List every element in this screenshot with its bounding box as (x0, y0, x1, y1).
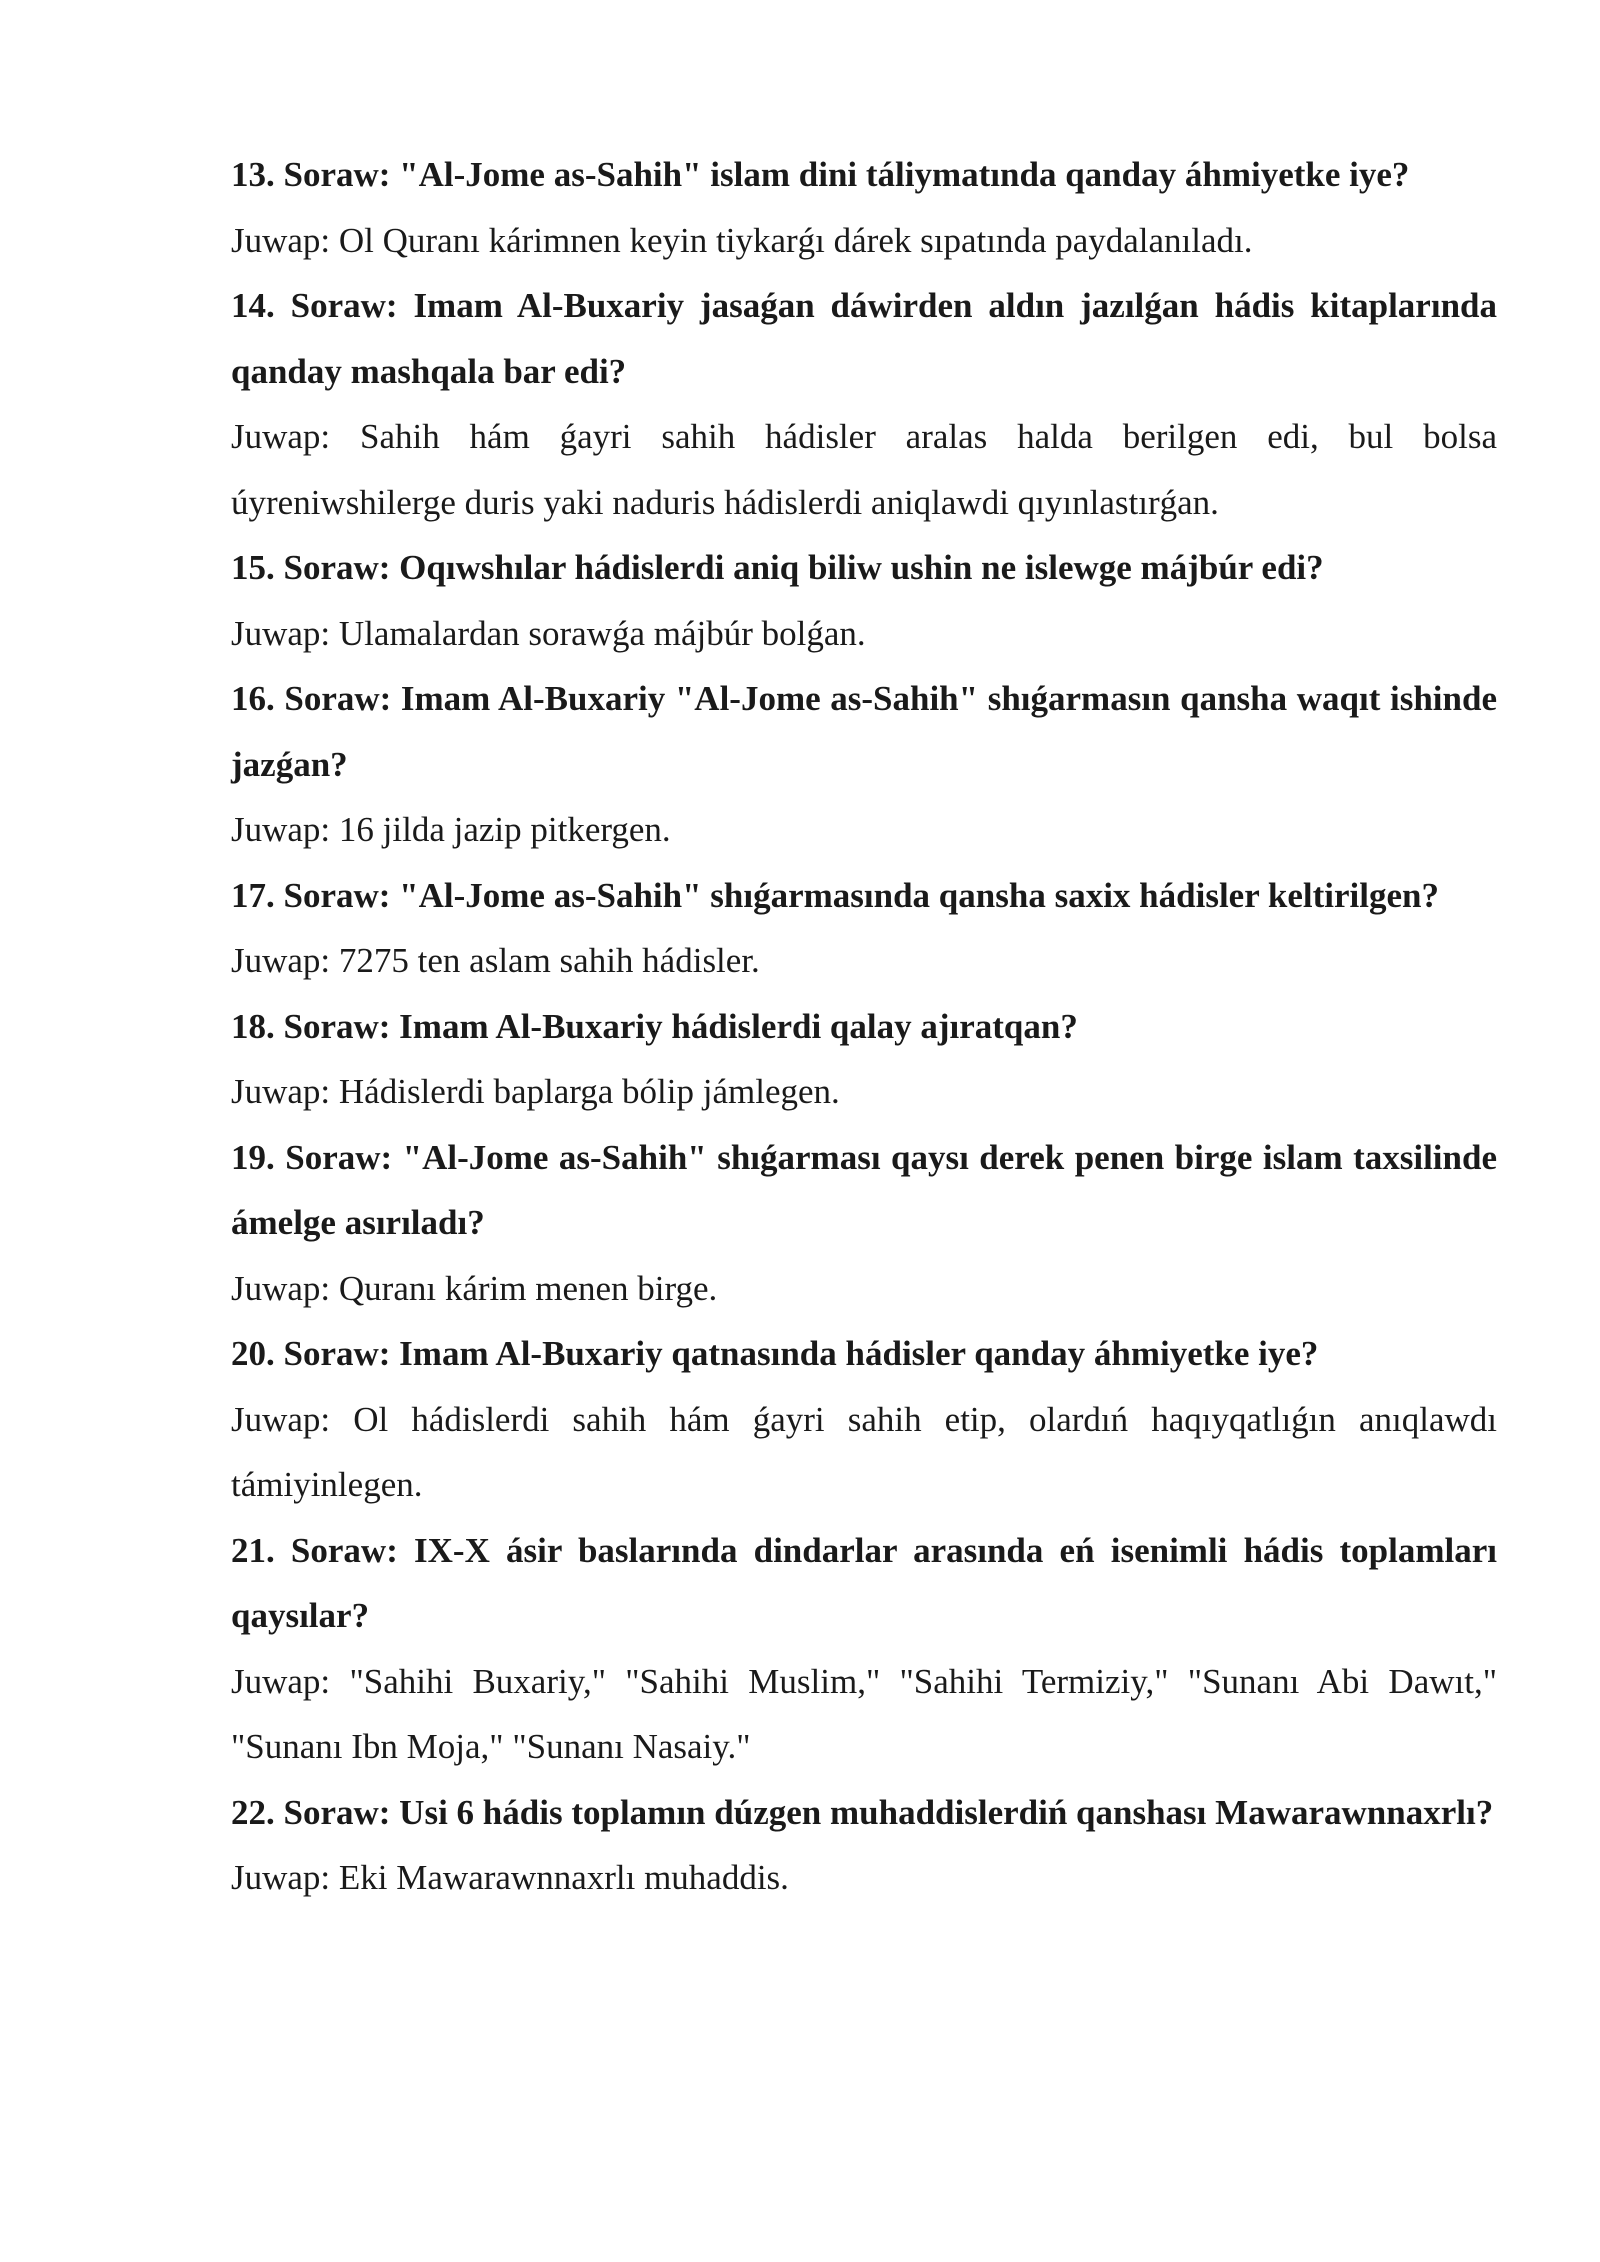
answer-18: Juwap: Hádislerdi baplarga bólip jámlegen. (231, 1072, 840, 1111)
answer-13: Juwap: Ol Quranı kárimnen keyin tiykarǵı dárek sıpatında paydalanıladı. (231, 220, 1253, 260)
question-19: 19. Soraw: "Al-Jome as-Sahih" shıǵarması qaysı derek penen birge islam taxsilinde ámelge asırıladı? (231, 1137, 1497, 1242)
answer-22: Juwap: Eki Mawarawnnaxrlı muhaddis. (231, 1858, 789, 1897)
question-22: 22. Soraw: Usi 6 hádis toplamın dúzgen muhaddislerdiń qanshası Mawarawnnaxrlı? (231, 1792, 1494, 1832)
qa-item-20 (231, 1321, 1497, 1518)
answer-15: Juwap: Ulamalardan sorawǵa májbúr bolǵan. (231, 613, 866, 653)
question-16: 16. Soraw: Imam Al-Buxariy "Al-Jome as-Sahih" shıǵarmasın qansha waqıt ishinde jazǵan? (231, 679, 1497, 784)
qa-item-15 (231, 535, 1497, 666)
qa-item-22 (231, 1780, 1497, 1911)
qa-item-18 (231, 994, 1497, 1125)
answer-17: Juwap: 7275 ten aslam sahih hádisler. (231, 941, 760, 980)
qa-item-16 (231, 666, 1497, 863)
qa-item-19 (231, 1125, 1497, 1322)
question-15: 15. Soraw: Oqıwshılar hádislerdi aniq biliw ushin ne islewge májbúr edi? (231, 548, 1324, 587)
answer-14: Juwap: Sahih hám ǵayri sahih hádisler aralas halda berilgen edi, bul bolsa úyreniwshilerge duris yaki naduris hádislerdi aniqlawdi qıyınlastırǵan. (231, 417, 1497, 522)
question-18: 18. Soraw: Imam Al-Buxariy hádislerdi qalay ajıratqan? (231, 1006, 1078, 1046)
answer-20: Juwap: Ol hádislerdi sahih hám ǵayri sahih etip, olardıń haqıyqatlıǵın anıqlawdı támiyinlegen. (231, 1399, 1497, 1504)
question-17: 17. Soraw: "Al-Jome as-Sahih" shıǵarmasında qansha saxix hádisler keltirilgen? (231, 875, 1439, 915)
question-14: 14. Soraw: Imam Al-Buxariy jasaǵan dáwirden aldın jazılǵan hádis kitaplarında qanday mashqala bar edi? (231, 286, 1497, 391)
answer-16: Juwap: 16 jilda jazip pitkergen. (231, 810, 671, 849)
document-page (231, 142, 1497, 1911)
qa-item-13 (231, 142, 1497, 273)
qa-item-21 (231, 1518, 1497, 1780)
question-20: 20. Soraw: Imam Al-Buxariy qatnasında hádisler qanday áhmiyetke iye? (231, 1334, 1319, 1373)
question-13: 13. Soraw: "Al-Jome as-Sahih" islam dini táliymatında qanday áhmiyetke iye? (231, 155, 1410, 194)
qa-item-14 (231, 273, 1497, 535)
answer-19: Juwap: Quranı kárim menen birge. (231, 1268, 718, 1308)
question-21: 21. Soraw: IX-X ásir baslarında dindarlar arasında eń isenimli hádis toplamları qaysılar? (231, 1530, 1497, 1635)
qa-item-17 (231, 863, 1497, 994)
answer-21: Juwap: "Sahihi Buxariy," "Sahihi Muslim," "Sahihi Termiziy," "Sunanı Abi Dawıt," "Sunanı Ibn Moja," "Sunanı Nasaiy." (231, 1661, 1497, 1766)
